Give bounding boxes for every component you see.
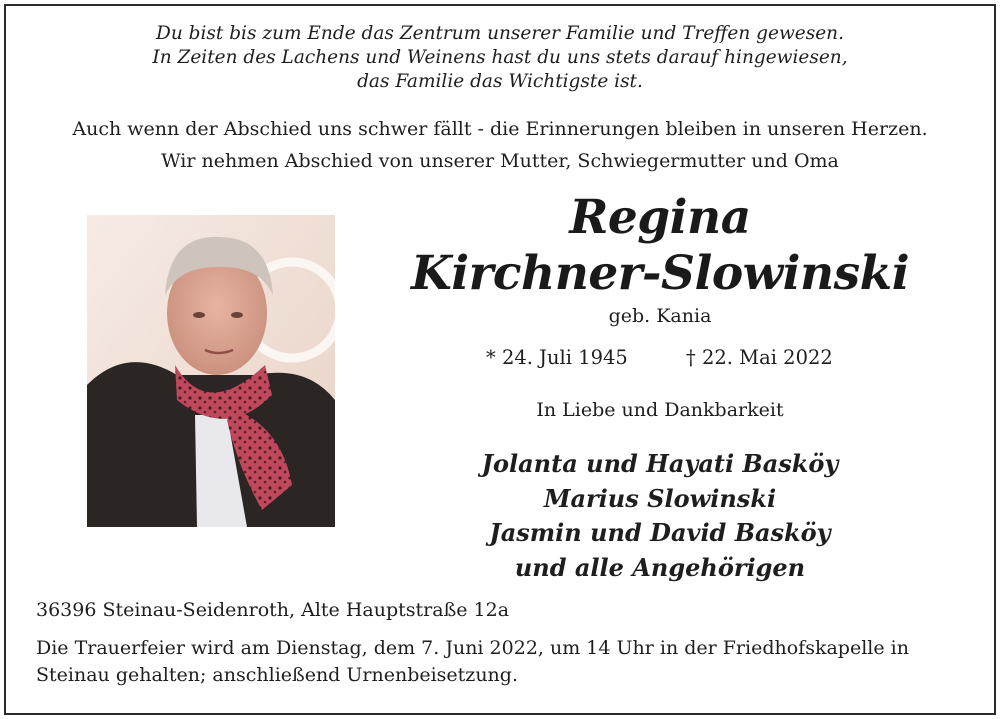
maiden-name: geb. Kania: [608, 305, 712, 327]
closing-phrase: In Liebe und Dankbarkeit: [536, 399, 784, 421]
mourners-list: [360, 447, 960, 585]
portrait-illustration: [87, 215, 335, 527]
service-line: Die Trauerfeier wird am Dienstag, dem 7. Juni 2022, um 14 Uhr in der Friedhofskapelle in: [36, 637, 909, 659]
intro-line: Wir nehmen Abschied von unserer Mutter, Schwiegermutter und Oma: [161, 150, 839, 172]
mourner-line: und alle Angehörigen: [514, 552, 806, 582]
mourner-line: Jasmin und David Basköy: [489, 518, 831, 547]
service-line: Steinau gehalten; anschließend Urnenbeisetzung.: [36, 664, 518, 686]
deceased-name-block: [360, 190, 960, 329]
deceased-last-name: Kirchner-Slowinski: [410, 246, 910, 301]
birth-date: * 24. Juli 1945: [486, 346, 628, 369]
poem-line: In Zeiten des Lachens und Weinens hast du uns stets darauf hingewiesen,: [152, 47, 848, 68]
death-date: † 22. Mai 2022: [686, 346, 833, 369]
portrait-photo: [87, 215, 335, 527]
family-address: 36396 Steinau-Seidenroth, Alte Hauptstraße 12a: [36, 599, 510, 621]
mourner-line: Marius Slowinski: [543, 483, 777, 513]
intro-line: Auch wenn der Abschied uns schwer fällt - die Erinnerungen bleiben in unseren Herzen.: [72, 118, 928, 140]
intro-text: [0, 113, 1000, 177]
service-details: [36, 635, 956, 689]
poem-line: das Familie das Wichtigste ist.: [357, 71, 643, 92]
poem-line: Du bist bis zum Ende das Zentrum unserer Familie und Treffen gewesen.: [156, 23, 844, 44]
poem: [0, 22, 1000, 94]
mourner-line: Jolanta und Hayati Basköy: [481, 449, 839, 478]
deceased-first-name: Regina: [569, 190, 751, 245]
